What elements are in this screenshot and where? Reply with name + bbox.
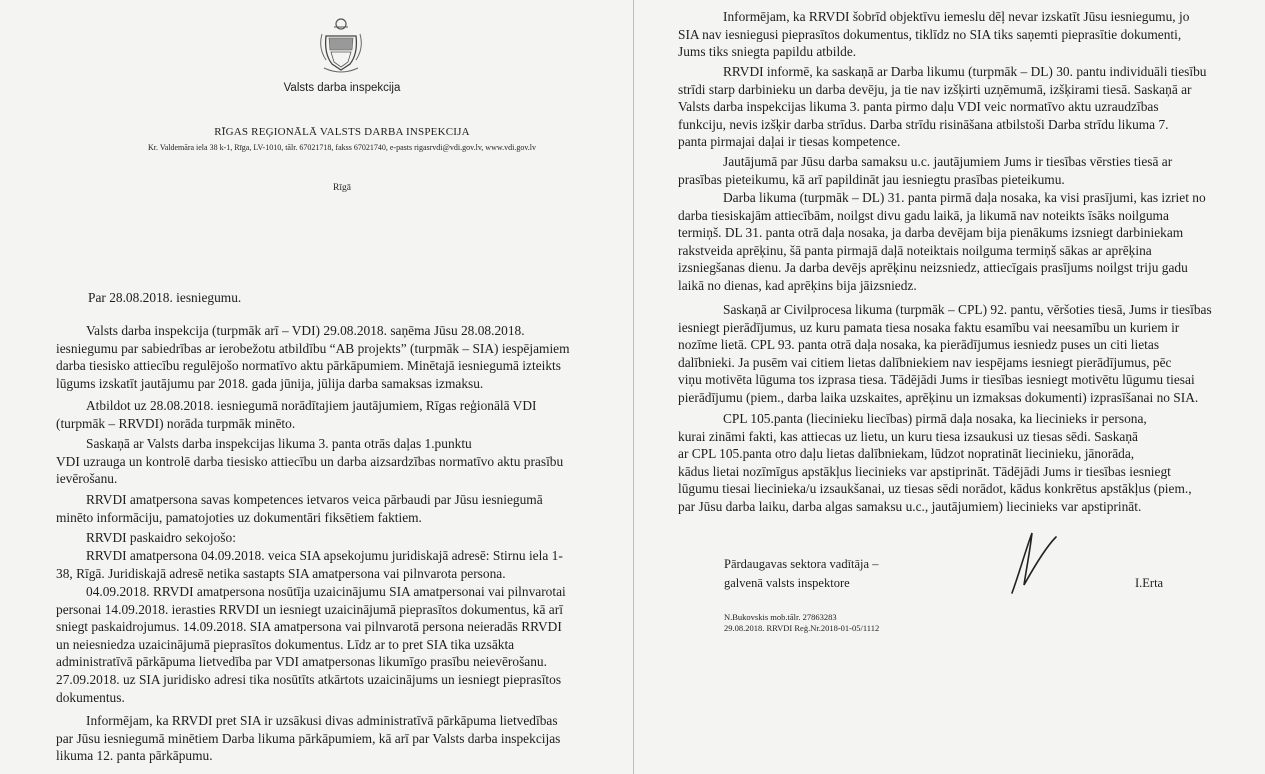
left-paragraph	[56, 529, 590, 547]
text-line: darba tiesiskajām attiecībām, noilgst divu gadu laikā, ja likumā nav noteikts īsāks noilguma	[678, 207, 1169, 223]
text-line: kādus lietai nozīmīgus apstākļus liecinieks var apstiprināt. Tādējādi Jums ir tiesības iesniegt	[678, 463, 1171, 479]
text-line: Informējam, ka RRVDI pret SIA ir uzsākusi divas administratīvā pārkāpuma lietvedības	[86, 713, 558, 728]
text-line: darba tiesisko attiecību regulējošo normatīvo aktu pārkāpumiem. Minētajā iesniegumā izteikts	[56, 358, 561, 374]
coat-of-arms-icon	[318, 14, 364, 74]
text-line: dalībnieki. Ja pusēm vai citiem lietas dalībniekiem nav iespējams iesniegt pierādījumus, pēc	[678, 354, 1172, 370]
text-line: RRVDI paskaidro sekojošo:	[86, 530, 236, 545]
text-line: Saskaņā ar Civilprocesa likuma (turpmāk – CPL) 92. pantu, vēršoties tiesā, Jums ir tiesības	[723, 302, 1212, 317]
text-line: par Jūsu iesniegumā minētiem Darba likuma pārkāpumiem, kā arī par Valsts darba inspekcijas	[56, 730, 561, 746]
text-line: (turpmāk – RRVDI) norāda turpmāk minēto.	[56, 415, 296, 431]
text-line: RRVDI amatpersona 04.09.2018. veica SIA apsekojumu juridiskajā adresē: Stirnu iela 1-	[86, 548, 563, 563]
text-line: sniegt paskaidrojumus. 14.09.2018. SIA amatpersona vai pilnvarotā persona neieradās RRVDI	[56, 619, 562, 635]
text-line: izsniegšanas dienu. Ja darba devējs aprēķinu neizsniedz, attiecīgais prasījums noilgst triju gadu	[678, 260, 1188, 276]
text-line: Jums tiks sniegta papildu atbilde.	[678, 44, 857, 60]
signer-position-line: galvenā valsts inspektore	[724, 576, 850, 590]
right-paragraph	[678, 189, 1224, 295]
letter-subject: Par 28.08.2018. iesniegumu.	[88, 290, 242, 305]
signer-position-line: Pārdaugavas sektora vadītāja –	[724, 557, 879, 571]
text-line: dokumentus.	[56, 689, 125, 705]
page-divider	[633, 0, 634, 774]
left-paragraph	[56, 491, 590, 526]
right-paragraph	[678, 301, 1224, 407]
right-paragraph	[678, 8, 1224, 61]
text-line: Saskaņā ar Valsts darba inspekcijas likuma 3. panta otrās daļas 1.punktu	[86, 436, 472, 451]
text-line: ar CPL 105.panta otro daļu lietas dalībniekam, lūdzot nopratināt liecinieku, jānorāda,	[678, 446, 1135, 462]
text-line: iesniegumu par sabiedrības ar ierobežotu atbildību “AB projekts” (turpmāk – SIA) iespējamiem	[56, 340, 570, 356]
text-line: Valsts darba inspekcijas likuma 3. panta pirmo daļu VDI veic normatīvo aktu uzraudzības	[678, 99, 1159, 115]
left-paragraph	[56, 322, 590, 392]
text-line: personai 14.09.2018. ierasties RRVDI un iesniegt uzaicinājumā pieprasītos dokumentus, kā arī	[56, 601, 563, 617]
text-line: Informējam, ka RRVDI šobrīd objektīvu iemeslu dēļ nevar izskatīt Jūsu iesniegumu, jo	[723, 9, 1190, 24]
text-line: likuma 12. panta pārkāpumu.	[56, 748, 213, 764]
text-line: par Jūsu darba laiku, darba algas samaksu u.c., jautājumiem) liecinieks var apstiprināt.	[678, 498, 1142, 514]
text-line: kurai zināmi fakti, kas attiecas uz lietu, un kuru tiesa izsaukusi uz tiesas sēdi. Saskaņā	[678, 428, 1138, 444]
text-line: 27.09.2018. uz SIA juridisko adresi tika nosūtīts atkārtots uzaicinājums un iesniegt pieprasītos	[56, 671, 562, 687]
text-line: ievērošanu.	[56, 471, 118, 487]
text-line: nozīme lietā. CPL 93. panta otrā daļa nosaka, ka pierādījumus iesniedz puses un citi lietas	[678, 337, 1160, 353]
text-line: lūgums izskatīt jautājumu par 2018. gada jūnija, jūlija darba samaksas izmaksu.	[56, 375, 484, 391]
text-line: viņu motivēta lūguma tos izprasa tiesa. Tādējādi Jums ir tiesības iesniegt motivētu lūgumu tiesai	[678, 372, 1195, 388]
text-line: panta pirmajai daļai ir tiesas kompetence.	[678, 134, 901, 150]
organization-name: Valsts darba inspekcija	[283, 82, 401, 94]
signer-name: I.Erta	[1135, 576, 1164, 590]
text-line: termiņš. DL 31. panta otrā daļa nosaka, ja darba devējam bija pienākums izsniegt darbiniekam	[678, 225, 1184, 241]
regional-office-name: RĪGAS REĢIONĀLĀ VALSTS DARBA INSPEKCIJA	[214, 126, 470, 138]
text-line: pierādījumu (piem., darba laika uzskaites, aprēķinu un izmaksas dokumenti) izprasīšanai no SIA.	[678, 389, 1199, 405]
text-line: CPL 105.panta (liecinieku liecības) pirmā daļa nosaka, ka liecinieks ir persona,	[723, 411, 1147, 426]
text-line: minēto informāciju, pamatojoties uz dokumentāri fiksētiem faktiem.	[56, 509, 422, 525]
left-paragraph	[56, 547, 590, 582]
right-paragraph	[678, 63, 1224, 151]
registration-line: 29.08.2018. RRVDI Reģ.Nr.2018-01-05/1112	[724, 623, 880, 633]
handwritten-signature-icon	[982, 527, 1072, 597]
left-paragraph	[56, 583, 590, 706]
text-line: Valsts darba inspekcija (turpmāk arī – VDI) 29.08.2018. saņēma Jūsu 28.08.2018.	[86, 323, 525, 338]
text-line: SIA nav iesniegusi pieprasītos dokumentus, tiklīdz no SIA tiks saņemti pieprasītie dokumenti,	[678, 26, 1182, 42]
text-line: iesniegt pierādījumus, uz kuru pamata tiesa nosaka faktu esamību vai neesamību un kuriem ir	[678, 319, 1180, 335]
text-line: VDI uzrauga un kontrolē darba tiesisko attiecību un darba aizsardzības normatīvo aktu prasību	[56, 453, 564, 469]
text-line: 04.09.2018. RRVDI amatpersona nosūtīja uzaicinājumu SIA amatpersonai vai pilnvarotai	[86, 584, 566, 599]
office-address: Kr. Valdemāra iela 38 k-1, Rīga, LV-1010, tālr. 67021718, fakss 67021740, e-pasts rigasrvdi@vdi.gov.lv, www.vdi.gov.lv	[147, 143, 537, 152]
right-paragraph	[678, 410, 1224, 516]
text-line: 38, Rīgā. Juridiskajā adresē netika sastapts SIA amatpersona vai pilnvarota persona.	[56, 565, 506, 581]
text-line: un neiesniedza uzaicinājumā pieprasītos dokumentus. Līdz ar to pret SIA tika uzsākta	[56, 636, 515, 652]
text-line: laikā no dienas, kad aprēķins bija jāizsniedz.	[678, 277, 917, 293]
left-paragraph	[56, 435, 590, 488]
text-line: lūgumu tiesai liecinieka/u izsaukšanai, uz tiesas sēdi norādot, kādus konkrētus apstākļus (piem.,	[678, 481, 1192, 497]
city-name: Rīgā	[333, 183, 351, 193]
text-line: strīdi starp darbinieku un darba devēju, ja tie nav izšķirti uzņēmumā, izšķirami tiesā. Saskaņā ar	[678, 81, 1192, 97]
text-line: Atbildot uz 28.08.2018. iesniegumā norādītajiem jautājumiem, Rīgas reģionālā VDI	[86, 398, 537, 413]
right-paragraph	[678, 153, 1224, 188]
contact-line: N.Bukovskis mob.tālr. 27863283	[724, 612, 837, 622]
signer-position	[724, 555, 878, 593]
left-paragraph	[56, 397, 590, 432]
text-line: Jautājumā par Jūsu darba samaksu u.c. jautājumiem Jums ir tiesības vērsties tiesā ar	[723, 154, 1173, 169]
text-line: RRVDI informē, ka saskaņā ar Darba likumu (turpmāk – DL) 30. pantu individuāli tiesību	[723, 64, 1207, 79]
text-line: rakstveida aprēķinu, šā panta pirmajā daļā noteiktais noilguma termiņš sākas ar aprēķina	[678, 242, 1152, 258]
text-line: RRVDI amatpersona savas kompetences ietvaros veica pārbaudi par Jūsu iesniegumā	[86, 492, 543, 507]
text-line: administratīvā pārkāpuma lietvedība par VDI amatpersonas likumīgo prasību neievērošanu.	[56, 654, 547, 670]
text-line: funkciju, nevis izšķir darba strīdus. Darba strīdu risināšana atbilstoši Darba strīdu likuma 7.	[678, 116, 1169, 132]
left-paragraph	[56, 712, 590, 765]
text-line: Darba likuma (turpmāk – DL) 31. panta pirmā daļa nosaka, ka visi prasījumi, kas izriet no	[723, 190, 1206, 205]
text-line: prasības pieteikumu, kā arī papildināt jau iesniegtu prasības pieteikumu.	[678, 171, 1065, 187]
